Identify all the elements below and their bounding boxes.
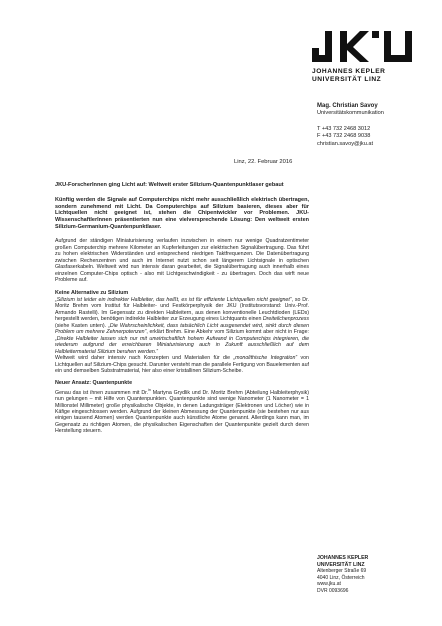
section-quantum-dots xyxy=(55,380,309,434)
footer-web[interactable]: www.jku.at xyxy=(317,581,341,588)
quote-3: „Direkte Halbleiter lassen sich nur mit unwirtschaftlich hohem Aufwand in Computerchips integrieren, die wiederum aufgrund der erreichbaren Miniaturisierung auch in Zukunft ausschließlich auf dem Halbleitermaterial Silizium beruhen werden.“ xyxy=(55,335,309,355)
footer-line-2: UNIVERSITÄT LINZ xyxy=(317,561,365,568)
article-paragraph-1: Aufgrund der ständigen Miniaturisierung verlaufen inzwischen in einem nur wenige Quadratzentimeter großen Computerchip mehrere Kilometer an Kupferleitungen zur elektrischen Signalübertragung. Das führt zu hohen elektrischen Widerständen und entsprechend niedrigen Taktfrequenzen. Die Datenübertragung zwischen Rechenzentren und auch im Internet nutzt schon seit längerem Lichtsignale in optischen Glasfaserkabeln. Weltweit wird nun intensiv daran gearbeitet, die Signalübertragung auch innerhalb eines einzelnen Computer-Chips optisch - also mit Lichtgeschwindigkeit - zu übertragen. Doch das wirft neue Probleme auf. xyxy=(55,238,309,284)
logo-line-1: JOHANNES KEPLER xyxy=(312,68,386,75)
contact-email[interactable]: christian.savoy@jku.at xyxy=(317,140,374,147)
footer-city: 4040 Linz, Österreich xyxy=(317,574,365,581)
section-2-text: Genau das ist ihnen zusammen mit Dr.$^{in}$ Martyna Grydlik und Dr. Moritz Brehm (Abteilung Halbleiterphysik) nun gelungen – mit Hilfe von Quantenpunkten. Quantenpunkte sind wenige Nanometer (1 Nanometer = 1 Millionstel Millimeter) große physikalische Objekte, in denen Ladungsträger (Elektronen und Löcher) wie in Käfige eingeschlossen werden. Aufgrund der kleinen Abmessung der Quantenpunkte (sie bestehen nur aus einigen tausend Atomen) werden Quantenpunkte auch künstliche Atome genannt. Allerdings kann man, im Gegensatz zu richtigen Atomen, die physikalischen Eigenschaften der Quantenpunkte gezielt durch deren Herstellung steuern. xyxy=(55,387,309,435)
footer-line-1: JOHANNES KEPLER xyxy=(317,555,369,561)
quote-1: „Silizium ist leider ein indirekter Halbleiter, das heißt, es ist für effiziente Lichtquellen nicht geeignet“ xyxy=(55,296,292,303)
superscript-in: in xyxy=(148,387,151,392)
section-1-text: „Silizium ist leider ein indirekter Halbleiter, das heißt, es ist für effiziente Lichtquellen nicht geeignet“, so Dr. Moritz Brehm vom Institut für Halbleiter- und Festkörperphysik der JKU (Institutsvorstand: Univ.-Prof. Armando Rastelli). Im Gegensatz zu direkten Halbleitern, aus denen konventionelle Leuchtdioden (LEDs) hergestellt werden, benötigen indirekte Halbleiter zur Erzeugung eines Lichtquants einen Dreiteilchenprozess (siehe Kasten unten). „Die Wahrscheinlichkeit, dass tatsächlich Licht ausgesendet wird, sinkt durch diesen Problem um mehrere Zehnerpotenzen“, erklärt Brehm. Eine Abkehr vom Silizium kommt aber nicht in Frage: „Direkte Halbleiter lassen sich nur mit unwirtschaftlich hohem Aufwand in Computerchips integrieren, die wiederum aufgrund der erreichbaren Miniaturisierung auch in Zukunft ausschließlich auf dem Halbleitermaterial Silizium beruhen werden.“ xyxy=(55,296,309,355)
contact-name: Mag. Christian Savoy xyxy=(317,103,378,109)
footer-street: Altenberger Straße 69 xyxy=(317,568,367,575)
article-lead: Künftig werden die Signale auf Computerchips nicht mehr ausschließlich elektrisch übertragen, sondern zunehmend mit Licht. Da Computerchips auf Silizium basieren, dieses aber für Lichtquellen nicht geeignet ist, stehen die Chipentwickler vor Problemen. JKU-WissenschaftlerInnen präsentierten nun eine vielversprechende Lösung: Den weltweit ersten Silizium-Germanium-Quantenpunktlaser. xyxy=(55,196,309,230)
contact-department: Universitätskommunikation xyxy=(317,110,384,117)
footer-dvr: DVR 0093696 xyxy=(317,587,349,594)
section-heading-1: Keine Alternative zu Silizium xyxy=(55,290,129,297)
italic-term-2: „monolithische Integration“ xyxy=(233,355,298,362)
logo-line-2: UNIVERSITÄT LINZ xyxy=(312,76,382,83)
contact-fax: F +43 732 2468 9038 xyxy=(317,133,371,140)
section-alternative xyxy=(55,290,309,374)
jku-logo-icon xyxy=(312,30,416,64)
italic-term-1: Dreiteilchenprozess xyxy=(262,316,309,323)
contact-phone: T +43 732 2468 3012 xyxy=(317,125,371,132)
jku-logo xyxy=(312,30,416,84)
press-date: Linz, 22. Februar 2016 xyxy=(234,159,293,165)
quote-2: „Die Wahrscheinlichkeit, dass tatsächlich Licht ausgesendet wird, sinkt durch diesen Problem um mehrere Zehnerpotenzen“ xyxy=(55,322,309,336)
contact-block xyxy=(317,103,437,148)
section-1-text-2: Weltweit wird daher intensiv nach Konzepten und Materialien für die „monolithische Integration“ von Lichtquellen auf Silizium-Chips gesucht. Darunter versteht man die parallele Fertigung von Bauelementen auf ein und demselben Substratmaterial, hier also einer kristallinen Silizium-Scheibe. xyxy=(55,355,309,374)
section-heading-2: Neuer Ansatz: Quantenpunkte xyxy=(55,380,133,387)
article-body xyxy=(55,182,309,441)
article-title: JKU-ForscherInnen ging Licht auf: Weltweit erster Silizium-Quantenpunktlaser gebaut xyxy=(55,182,284,188)
footer-address xyxy=(317,555,437,595)
